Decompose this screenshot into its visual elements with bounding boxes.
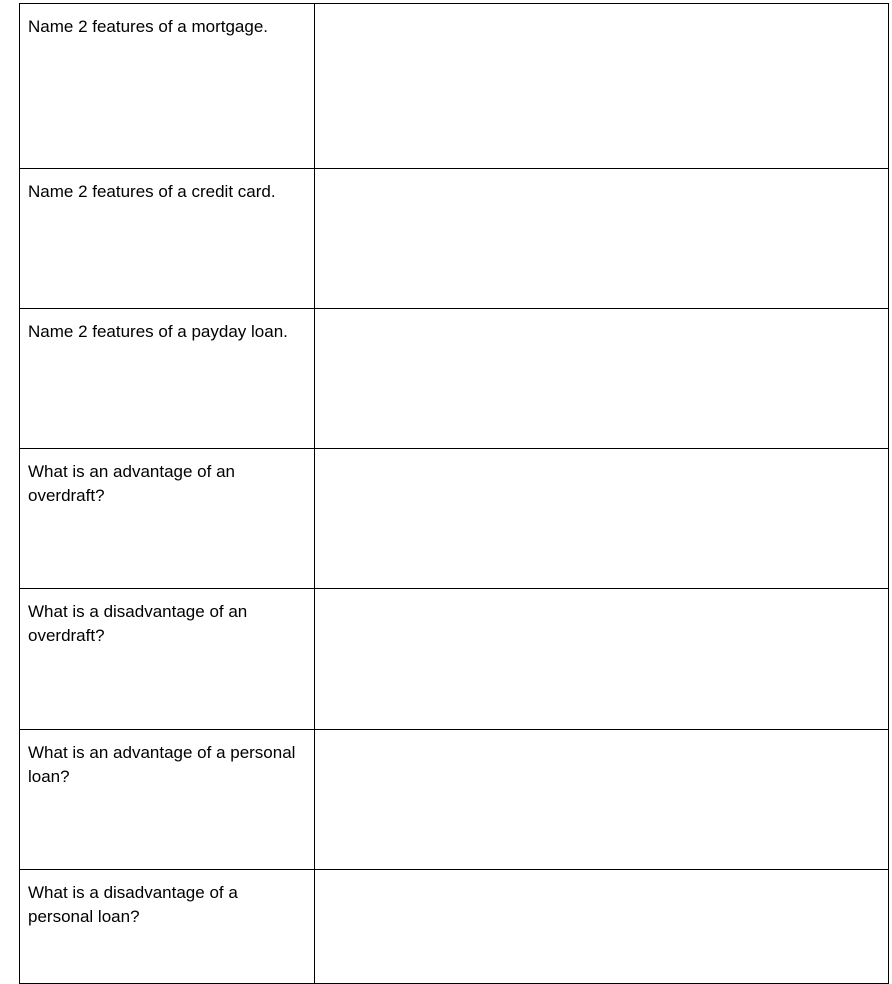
question-text: What is an advantage of an overdraft? <box>28 462 235 505</box>
question-cell <box>20 730 315 870</box>
question-text: Name 2 features of a credit card. <box>28 182 276 201</box>
answer-cell[interactable] <box>315 169 889 309</box>
question-cell <box>20 4 315 169</box>
answer-cell[interactable] <box>315 4 889 169</box>
question-cell <box>20 169 315 309</box>
table-row <box>20 589 889 730</box>
question-text: What is a disadvantage of a personal loan? <box>28 883 238 926</box>
question-text: Name 2 features of a payday loan. <box>28 322 288 341</box>
answer-cell[interactable] <box>315 449 889 589</box>
table-row <box>20 730 889 870</box>
answer-cell[interactable] <box>315 589 889 730</box>
table-row <box>20 309 889 449</box>
question-text: What is a disadvantage of an overdraft? <box>28 602 248 645</box>
table-row <box>20 449 889 589</box>
table-row <box>20 169 889 309</box>
worksheet-table <box>19 3 889 984</box>
question-cell <box>20 870 315 984</box>
answer-cell[interactable] <box>315 730 889 870</box>
table-row <box>20 870 889 984</box>
question-cell <box>20 589 315 730</box>
table-row <box>20 4 889 169</box>
answer-cell[interactable] <box>315 309 889 449</box>
question-text: Name 2 features of a mortgage. <box>28 17 269 36</box>
question-cell <box>20 309 315 449</box>
question-text: What is an advantage of a personal loan? <box>28 743 296 786</box>
answer-cell[interactable] <box>315 870 889 984</box>
question-cell <box>20 449 315 589</box>
